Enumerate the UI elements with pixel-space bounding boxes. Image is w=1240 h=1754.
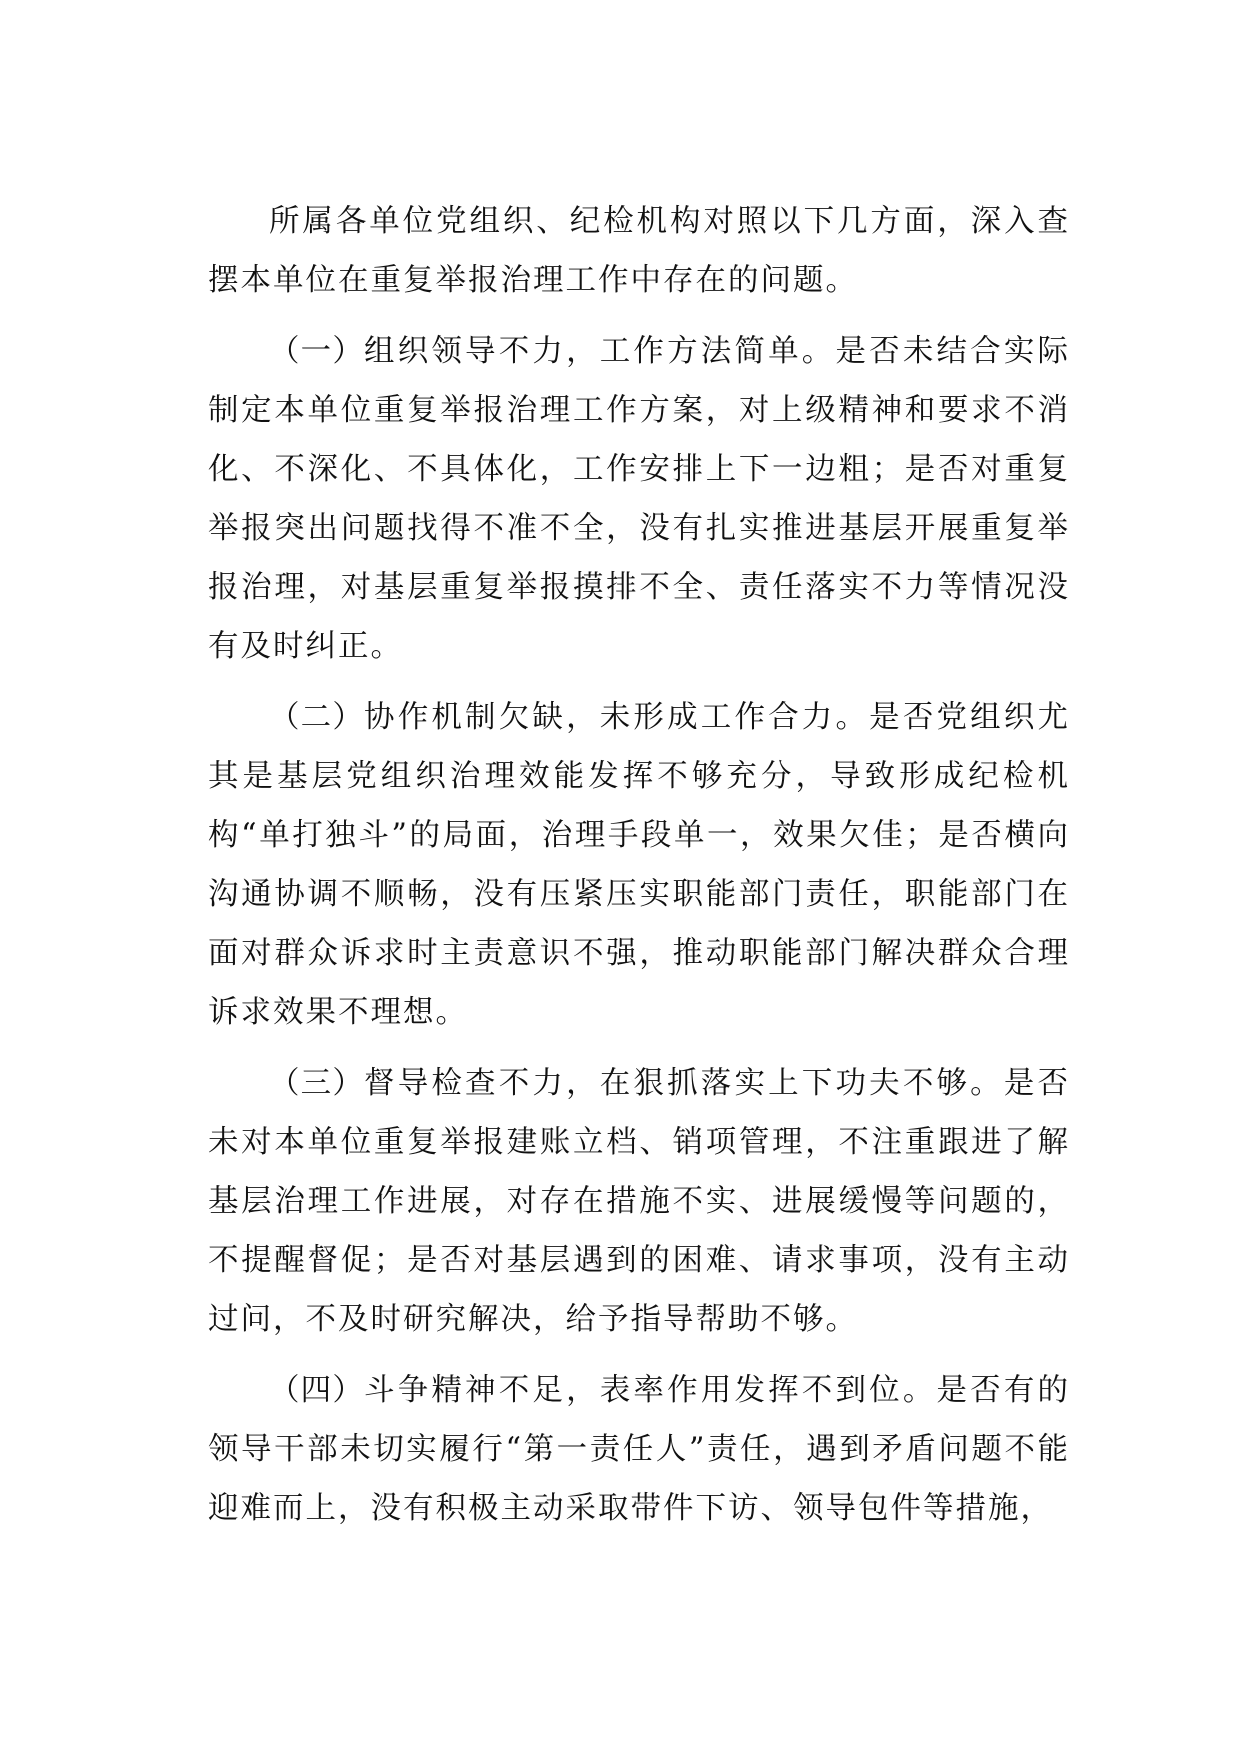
- section-4-text: 斗争精神不足，表率作用发挥不到位。是否有的领导干部未切实履行“第一责任人”责任，遇到矛盾问题不能迎难而上，没有积极主动采取带件下访、领导包件等措施，: [208, 1373, 1071, 1526]
- paragraph-section-1: [208, 322, 1070, 676]
- section-1-number: （一）: [269, 334, 365, 369]
- section-1-text: 组织领导不力，工作方法简单。是否未结合实际制定本单位重复举报治理工作方案，对上级精神和要求不消化、不深化、不具体化，工作安排上下一边粗；是否对重复举报突出问题找得不准不全，没有扎实推进基层开展重复举报治理，对基层重复举报摸排不全、责任落实不力等情况没有及时纠正。: [208, 334, 1071, 664]
- section-2-number: （二）: [269, 700, 365, 735]
- section-4-number: （四）: [269, 1373, 365, 1408]
- paragraph-intro: [208, 192, 1070, 310]
- section-3-number: （三）: [269, 1066, 365, 1101]
- paragraph-intro-text: 所属各单位党组织、纪检机构对照以下几方面，深入查摆本单位在重复举报治理工作中存在的问题。: [208, 204, 1070, 298]
- paragraph-section-2: [208, 688, 1070, 1042]
- document-body: [208, 192, 1070, 1550]
- paragraph-section-3: [208, 1054, 1070, 1349]
- paragraph-section-4: [208, 1361, 1070, 1538]
- section-3-text: 督导检查不力，在狠抓落实上下功夫不够。是否未对本单位重复举报建账立档、销项管理，不注重跟进了解基层治理工作进展，对存在措施不实、进展缓慢等问题的，不提醒督促；是否对基层遇到的困难、请求事项，没有主动过问，不及时研究解决，给予指导帮助不够。: [208, 1066, 1071, 1337]
- section-2-text: 协作机制欠缺，未形成工作合力。是否党组织尤其是基层党组织治理效能发挥不够充分，导致形成纪检机构“单打独斗”的局面，治理手段单一，效果欠佳；是否横向沟通协调不顺畅，没有压紧压实职能部门责任，职能部门在面对群众诉求时主责意识不强，推动职能部门解决群众合理诉求效果不理想。: [208, 700, 1071, 1030]
